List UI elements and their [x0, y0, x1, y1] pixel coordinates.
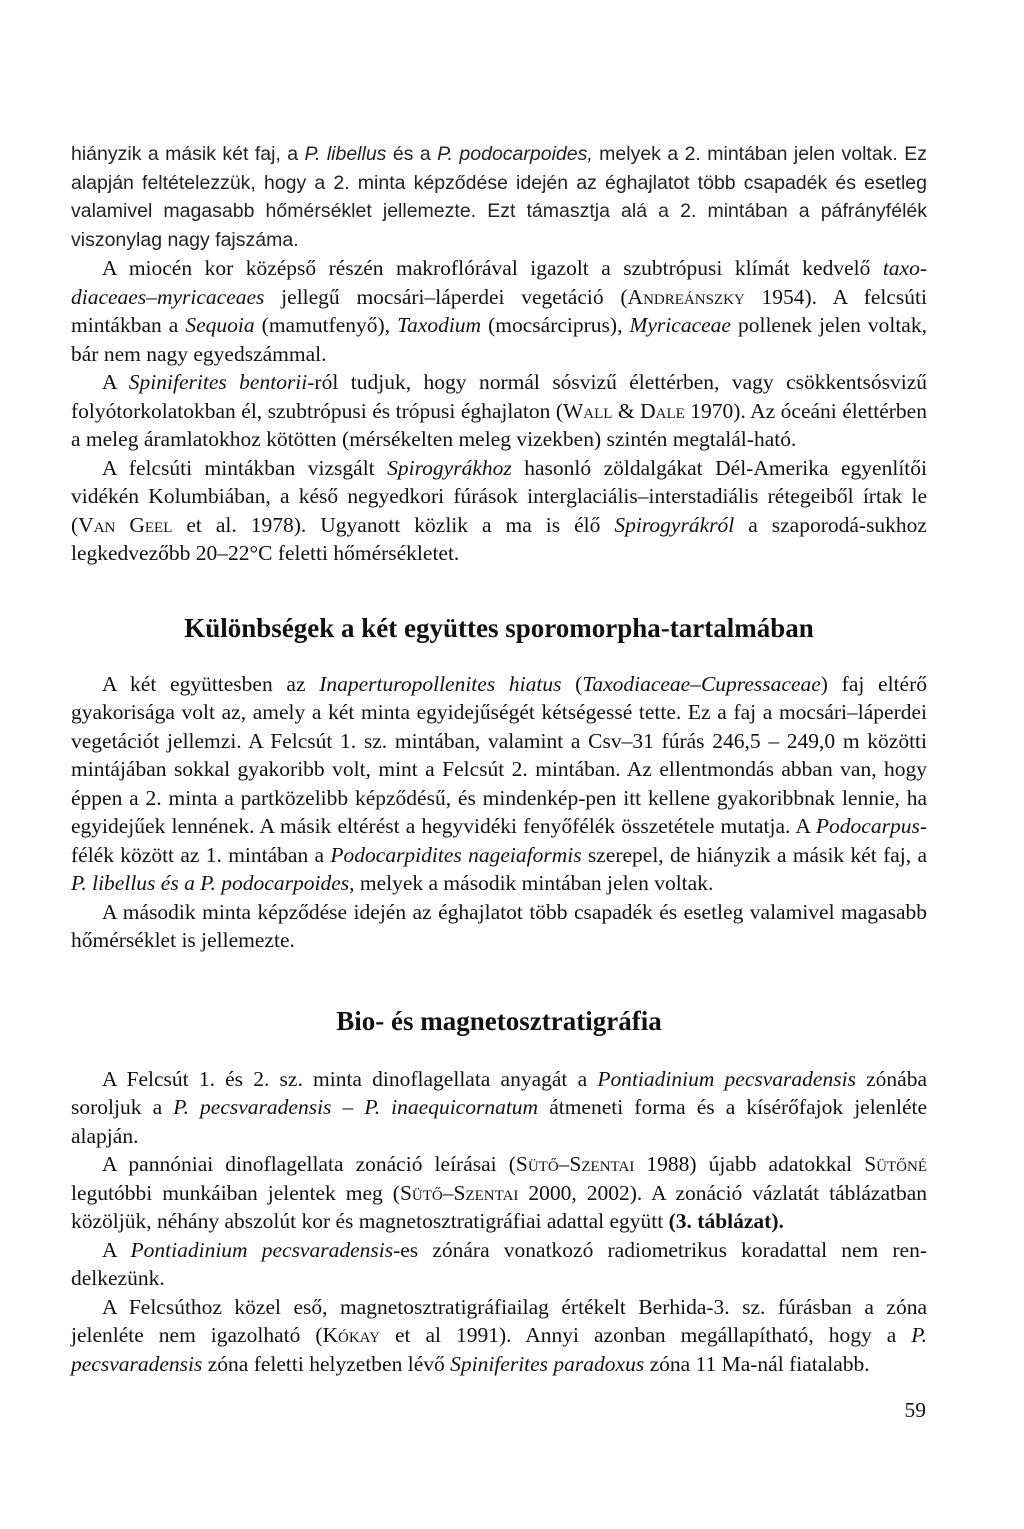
text-segment: ( — [561, 671, 583, 696]
text-segment: A felcsúti mintákban vizsgált — [102, 455, 388, 480]
differences-section — [71, 670, 927, 955]
text-segment: jellegű mocsári–láperdei vegetáció ( — [264, 284, 628, 309]
paragraph-p6 — [71, 898, 927, 955]
text-segment: Kókay — [322, 1323, 380, 1347]
text-segment: Podocarpus — [815, 814, 920, 838]
page-body — [71, 140, 927, 1378]
text-segment: zóna feletti helyzetben lévő — [202, 1351, 451, 1376]
text-segment: Taxodiaceae–Cupressaceae — [582, 671, 821, 696]
text-segment: Spiniferites bentorii — [128, 370, 308, 394]
paragraph-p8 — [71, 1150, 927, 1236]
paragraph-p1 — [71, 140, 927, 254]
text-segment: Pontiadinium pecsvaradensis — [597, 1066, 856, 1091]
text-segment: P. libellus — [304, 143, 387, 165]
text-segment: -es zónára vonatkozó radiometrikus koradattal nem ren-delkezünk. — [71, 1237, 928, 1290]
text-segment: hasonló zöldalgákat Dél-Amerika egyenlítői vidékén Kolumbiában, a késő negyedkori fúrások interglaciális–interstadiális rétegeiből írtak le ( — [71, 455, 927, 537]
text-segment: Sequoia — [185, 313, 255, 337]
intro-paragraphs — [71, 140, 927, 568]
text-segment: 1988) újabb adatokkal — [634, 1152, 865, 1176]
text-segment: szerepel, de hiányzik a másik két faj, a — [581, 842, 927, 867]
text-segment: zónába soroljuk a — [71, 1066, 927, 1119]
text-segment: A miocén kor középső részén makroflórával igazolt a szubtrópusi klímát kedvelő — [102, 256, 883, 280]
paragraph-p9 — [71, 1236, 927, 1293]
text-segment: P. pecsvaradensis – P. inaequicornatum — [173, 1095, 539, 1119]
text-segment: és a — [386, 143, 438, 165]
text-segment: Sütő–Szentai — [399, 1180, 519, 1205]
paragraph-p5 — [71, 670, 927, 898]
text-segment: ) faj eltérő gyakorisága volt az, amely a két minta egyidejűségét kétségessé tette. Ez a faj a mocsári–láperdei vegetációt jellemzi. A Felcsút 1. sz. mintában, valamint a Csv–31 fúrás 246,5 – 249,0 m közötti mintájában sokkal gyakoribb volt, mint a Felcsút 2. mintában. Az ellentmondás abban van, hogy éppen a 2. minta a partközelibb képződésű, és mindenkép-pen itt kellene gyakoribbnak lennie, ha egyidejűek lennének. A másik eltérést a hegyvidéki fenyőfélék összetétele mutatja. A — [71, 671, 927, 838]
paragraph-p4 — [71, 454, 927, 568]
text-segment: taxo-diaceaes–myricaceaes — [71, 256, 927, 309]
text-segment: -félék között az 1. mintában a — [71, 814, 927, 867]
text-segment: A Felcsúthoz közel eső, magnetosztratigráfiailag értékelt Berhida-3. sz. fúrásban a zóna jelenléte nem igazolható ( — [71, 1294, 927, 1347]
text-segment: hiányzik a másik két faj, a — [71, 143, 305, 165]
section-heading-differences: Különbségek a két együttes sporomorpha-tartalmában — [184, 612, 814, 643]
text-segment: A két együttesben az — [102, 671, 320, 696]
text-segment: P. podocarpoides, — [437, 143, 593, 165]
text-segment: (3. táblázat). — [668, 1209, 784, 1233]
text-segment: zóna 11 Ma-nál fiatalabb. — [644, 1351, 870, 1376]
paragraph-p2 — [71, 254, 927, 368]
section-heading-biostratigraphy: Bio- és magnetosztratigráfia — [336, 1005, 662, 1036]
text-segment: 1970). Az óceáni élettérben a meleg áramlatokhoz kötötten (mérsékelten meleg vizekben) szintén megtalál-ható. — [71, 398, 927, 451]
text-segment: -ról tudjuk, hogy normál sósvizű élettérben, vagy csökkentsósvizű folyótorkolatokban él, szubtrópusi és trópusi éghajlaton ( — [71, 370, 927, 423]
text-segment: melyek a 2. mintában jelen voltak. Ez alapján feltételezzük, hogy a 2. minta képződése idején az éghajlatot több csapadék és esetleg valamivel magasabb hőmérséklet jellemezte. Ezt támasztja alá a 2. mintában a páfrányfélék viszonylag nagy fajszáma. — [71, 143, 927, 251]
page-number: 59 — [904, 1398, 926, 1422]
text-segment: Wall — [563, 398, 613, 423]
text-segment: Van Geel — [78, 512, 173, 537]
text-segment: Sütő–Szentai — [515, 1152, 635, 1176]
text-segment: pollenek jelen voltak, bár nem nagy egyedszámmal. — [71, 313, 927, 366]
text-segment: 1954). A felcsúti mintákban a — [71, 284, 927, 337]
text-segment: A Felcsút 1. és 2. sz. minta dinoflagellata anyagát a — [102, 1066, 598, 1091]
text-segment: átmeneti forma és a kísérőfajok jelenléte alapján. — [71, 1095, 928, 1148]
paragraph-p3 — [71, 368, 927, 454]
text-segment: & — [612, 398, 641, 423]
text-segment: , melyek a második mintában jelen voltak. — [349, 871, 714, 895]
text-segment: Spiniferites paradoxus — [450, 1351, 645, 1376]
text-segment: Taxodium — [397, 313, 482, 337]
text-segment: Dale — [640, 398, 685, 423]
text-segment: (mocsárciprus), — [481, 313, 630, 337]
biostratigraphy-section — [71, 1065, 927, 1379]
text-segment: legutóbbi munkáiban jelentek meg ( — [71, 1180, 400, 1205]
paragraph-p10 — [71, 1293, 927, 1379]
text-segment: Spirogyrákról — [614, 512, 735, 537]
text-segment: P. pecsvaradensis — [71, 1323, 927, 1376]
text-segment: et al. 1978). Ugyanott közlik a ma is élő — [172, 512, 615, 537]
text-segment: Pontiadinium pecsvaradensis — [130, 1237, 394, 1262]
text-segment: A — [102, 1237, 131, 1262]
text-segment: Inaperturopollenites hiatus — [319, 671, 562, 696]
text-segment: 2000, 2002). A zonáció vázlatát táblázatban közöljük, néhány abszolút kor és magnetosztratigráfiai adattal együtt — [71, 1180, 927, 1233]
text-segment: A második minta képződése idején az éghajlatot több csapadék és esetleg valamivel magasabb hőmérséklet is jellemezte. — [71, 899, 927, 952]
text-segment: Spirogyrákhoz — [387, 455, 512, 480]
text-segment: Sütőné — [864, 1152, 927, 1176]
text-segment: Andreánszky — [627, 284, 745, 309]
paragraph-p7 — [71, 1065, 927, 1151]
text-segment: Podocarpidites nageiaformis — [330, 842, 582, 867]
text-segment: (mamutfenyő), — [254, 313, 398, 337]
text-segment: a szaporodá-sukhoz legkedvezőbb 20–22°C feletti hőmérsékletet. — [71, 512, 927, 565]
text-segment: A pannóniai dinoflagellata zonáció leírásai ( — [102, 1152, 516, 1176]
text-segment: P. libellus és a P. podocarpoides — [71, 871, 350, 895]
text-segment: et al 1991). Annyi azonban megállapítható, hogy a — [379, 1323, 912, 1347]
text-segment: A — [102, 370, 129, 394]
text-segment: Myricaceae — [629, 313, 731, 337]
